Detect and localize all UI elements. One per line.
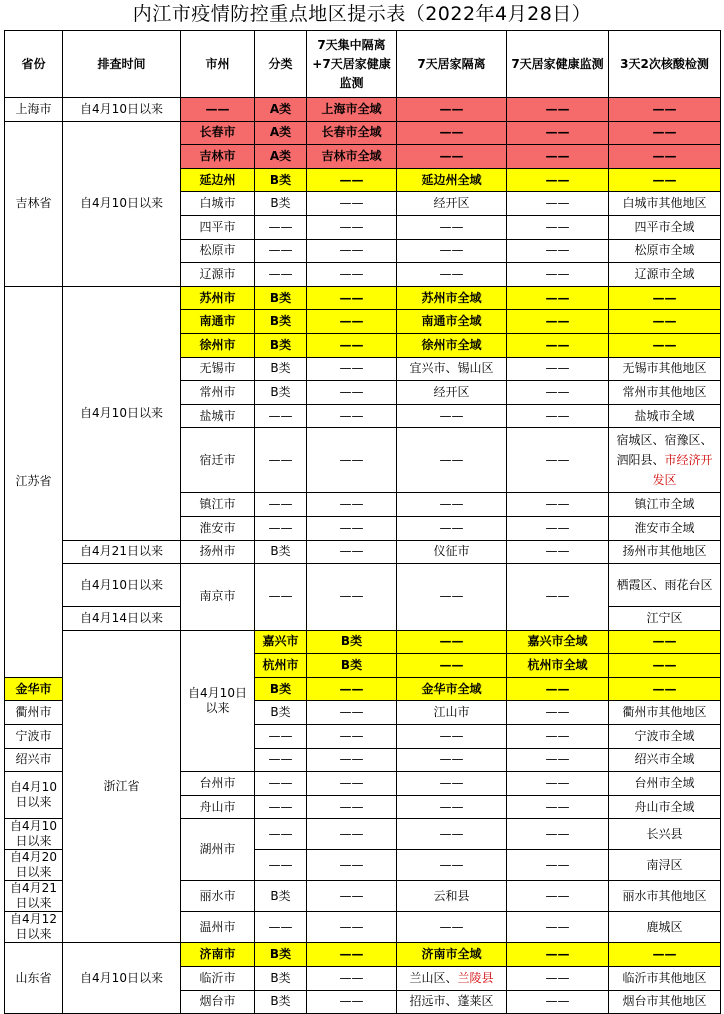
province-cell: 浙江省 — [63, 630, 181, 943]
centralized-cell: —— — [307, 850, 397, 881]
home-quarantine-cell: 经开区 — [397, 381, 507, 405]
nucleic-test-cell: 淮安市全域 — [609, 516, 721, 540]
centralized-cell: —— — [307, 310, 397, 334]
centralized-cell: —— — [307, 990, 397, 1014]
city-cell: 淮安市 — [181, 516, 255, 540]
nucleic-test-cell: 江宁区 — [609, 607, 721, 631]
health-monitor-cell: —— — [507, 263, 609, 287]
health-monitor-cell: —— — [507, 428, 609, 493]
nucleic-test-cell: 扬州市其他地区 — [609, 540, 721, 564]
header-centralized-quarantine: 7天集中隔离+7天居家健康监测 — [307, 31, 397, 98]
category-cell: —— — [255, 772, 307, 796]
table-row — [5, 540, 721, 564]
centralized-cell: —— — [307, 795, 397, 819]
category-cell: —— — [255, 493, 307, 517]
category-cell: —— — [255, 748, 307, 772]
category-cell: B类 — [255, 168, 307, 192]
nucleic-test-cell: 镇江市全域 — [609, 493, 721, 517]
nucleic-test-cell: —— — [609, 310, 721, 334]
health-monitor-cell: —— — [507, 333, 609, 357]
category-cell: B类 — [255, 881, 307, 912]
date-cell: 自4月14日以来 — [63, 607, 181, 631]
nucleic-test-cell: —— — [609, 121, 721, 145]
header-home-health-monitoring: 7天居家健康监测 — [507, 31, 609, 98]
centralized-cell: —— — [307, 881, 397, 912]
home-quarantine-cell: 宜兴市、锡山区 — [397, 357, 507, 381]
home-quarantine-cell: —— — [397, 239, 507, 263]
health-monitor-cell: —— — [507, 912, 609, 943]
key-areas-table — [4, 30, 721, 1014]
nucleic-test-cell: —— — [609, 145, 721, 169]
health-monitor-cell: —— — [507, 215, 609, 239]
city-cell: 宁波市 — [5, 725, 63, 749]
centralized-cell: —— — [307, 428, 397, 493]
home-quarantine-cell: —— — [397, 121, 507, 145]
health-monitor-cell: —— — [609, 654, 721, 678]
category-cell: A类 — [255, 145, 307, 169]
city-cell: 延边州 — [181, 168, 255, 192]
health-monitor-cell: —— — [507, 772, 609, 796]
header-city: 市州 — [181, 31, 255, 98]
nucleic-test-cell: —— — [609, 286, 721, 310]
health-monitor-cell: —— — [507, 357, 609, 381]
centralized-cell: —— — [307, 540, 397, 564]
city-cell: 绍兴市 — [5, 748, 63, 772]
health-monitor-cell: —— — [507, 943, 609, 967]
home-quarantine-cell: 江山市 — [397, 701, 507, 725]
nucleic-test-cell: 四平市全域 — [609, 215, 721, 239]
category-cell: B类 — [307, 630, 397, 654]
date-cell: 自4月10日以来 — [5, 772, 63, 819]
home-quarantine-cell: —— — [397, 404, 507, 428]
home-quarantine-cell: 徐州市全域 — [397, 333, 507, 357]
city-cell: 衢州市 — [5, 701, 63, 725]
nucleic-test-cell: 辽源市全域 — [609, 263, 721, 287]
nucleic-test-highlight: 市经济开发区 — [652, 453, 713, 488]
nucleic-test-cell: 无锡市其他地区 — [609, 357, 721, 381]
table-row — [5, 943, 721, 967]
health-monitor-cell: —— — [507, 725, 609, 749]
health-monitor-cell: —— — [507, 192, 609, 216]
province-cell: 上海市 — [5, 98, 63, 122]
city-cell: 宿迁市 — [181, 428, 255, 493]
nucleic-test-cell: 鹿城区 — [609, 912, 721, 943]
home-quarantine-cell: —— — [397, 850, 507, 881]
city-cell: 四平市 — [181, 215, 255, 239]
home-quarantine-cell: 招远市、蓬莱区 — [397, 990, 507, 1014]
home-quarantine-cell: 仪征市 — [397, 540, 507, 564]
home-quarantine-cell: —— — [397, 912, 507, 943]
home-quarantine-cell: —— — [397, 725, 507, 749]
health-monitor-cell: —— — [507, 121, 609, 145]
header-check-time: 排查时间 — [63, 31, 181, 98]
home-quarantine-cell: —— — [397, 145, 507, 169]
city-cell: 温州市 — [181, 912, 255, 943]
home-quarantine-text: 兰山区、 — [409, 970, 458, 985]
home-quarantine-cell: 嘉兴市全域 — [507, 630, 609, 654]
home-quarantine-cell: —— — [397, 819, 507, 850]
health-monitor-cell: —— — [507, 881, 609, 912]
home-quarantine-cell — [397, 967, 507, 991]
category-cell: B类 — [255, 381, 307, 405]
category-cell: —— — [255, 404, 307, 428]
nucleic-test-cell: 绍兴市全域 — [609, 748, 721, 772]
category-cell: —— — [255, 215, 307, 239]
city-cell: 杭州市 — [255, 654, 307, 678]
nucleic-test-cell: 盐城市全域 — [609, 404, 721, 428]
centralized-cell: —— — [307, 725, 397, 749]
category-cell: B类 — [255, 192, 307, 216]
page-title: 内江市疫情防控重点地区提示表（2022年4月28日） — [132, 3, 592, 25]
category-cell: A类 — [255, 121, 307, 145]
centralized-cell: —— — [307, 748, 397, 772]
home-quarantine-cell: 金华市全域 — [397, 677, 507, 701]
category-cell: —— — [255, 725, 307, 749]
health-monitor-cell: —— — [507, 239, 609, 263]
city-cell: 吉林市 — [181, 145, 255, 169]
centralized-cell: —— — [307, 286, 397, 310]
nucleic-test-cell: 舟山市全域 — [609, 795, 721, 819]
nucleic-test-cell: 台州市全域 — [609, 772, 721, 796]
centralized-cell: —— — [307, 967, 397, 991]
nucleic-test-cell: 衢州市其他地区 — [609, 701, 721, 725]
category-cell: B类 — [255, 943, 307, 967]
city-cell: 台州市 — [181, 772, 255, 796]
health-monitor-cell: —— — [507, 540, 609, 564]
home-quarantine-cell: 延边州全域 — [397, 168, 507, 192]
category-cell: B类 — [255, 357, 307, 381]
category-cell: —— — [255, 239, 307, 263]
date-cell: 自4月20日以来 — [5, 850, 63, 881]
health-monitor-cell: —— — [507, 145, 609, 169]
table-row — [5, 564, 721, 607]
centralized-cell: —— — [307, 772, 397, 796]
city-cell: 白城市 — [181, 192, 255, 216]
health-monitor-cell: —— — [507, 404, 609, 428]
centralized-cell: —— — [307, 215, 397, 239]
centralized-cell: —— — [307, 168, 397, 192]
table-row — [5, 121, 721, 145]
home-quarantine-cell: —— — [397, 263, 507, 287]
home-quarantine-cell: 苏州市全域 — [397, 286, 507, 310]
centralized-cell: —— — [397, 654, 507, 678]
date-cell: 自4月10日以来 — [63, 943, 181, 1014]
centralized-cell: —— — [307, 381, 397, 405]
health-monitor-cell: —— — [507, 795, 609, 819]
category-cell: —— — [255, 428, 307, 493]
category-cell: B类 — [255, 701, 307, 725]
home-quarantine-cell: 杭州市全域 — [507, 654, 609, 678]
nucleic-test-cell: 烟台市其他地区 — [609, 990, 721, 1014]
city-cell: 舟山市 — [181, 795, 255, 819]
city-cell: 徐州市 — [181, 333, 255, 357]
date-cell: 自4月10日以来 — [63, 121, 181, 286]
category-cell: B类 — [255, 333, 307, 357]
table-row — [5, 98, 721, 122]
nucleic-test-cell: 南浔区 — [609, 850, 721, 881]
home-quarantine-cell: —— — [397, 564, 507, 631]
nucleic-test-cell: —— — [609, 943, 721, 967]
home-quarantine-cell: 济南市全域 — [397, 943, 507, 967]
centralized-cell: —— — [307, 357, 397, 381]
category-cell: B类 — [307, 654, 397, 678]
city-cell: 南通市 — [181, 310, 255, 334]
centralized-cell: —— — [307, 701, 397, 725]
centralized-cell: 吉林市全域 — [307, 145, 397, 169]
health-monitor-cell: —— — [507, 967, 609, 991]
health-monitor-cell: —— — [507, 677, 609, 701]
health-monitor-cell: —— — [507, 748, 609, 772]
city-cell: —— — [181, 98, 255, 122]
centralized-cell: —— — [307, 333, 397, 357]
category-cell: B类 — [255, 310, 307, 334]
date-cell: 自4月21日以来 — [5, 881, 63, 912]
city-cell: 扬州市 — [181, 540, 255, 564]
nucleic-test-cell: —— — [609, 98, 721, 122]
category-cell: —— — [255, 912, 307, 943]
centralized-cell: —— — [307, 239, 397, 263]
centralized-cell: —— — [307, 192, 397, 216]
category-cell: —— — [255, 263, 307, 287]
home-quarantine-cell: —— — [397, 772, 507, 796]
city-cell: 济南市 — [181, 943, 255, 967]
category-cell: B类 — [255, 967, 307, 991]
health-monitor-cell: —— — [507, 564, 609, 631]
province-cell: 江苏省 — [5, 286, 63, 677]
category-cell: B类 — [255, 540, 307, 564]
nucleic-test-cell: 长兴县 — [609, 819, 721, 850]
category-cell: —— — [255, 564, 307, 631]
health-monitor-cell: —— — [507, 819, 609, 850]
health-monitor-cell: —— — [507, 98, 609, 122]
nucleic-test-cell: 丽水市其他地区 — [609, 881, 721, 912]
nucleic-test-text: 宿城区、宿豫区、泗阳县、 — [616, 433, 713, 468]
home-quarantine-cell: —— — [397, 516, 507, 540]
city-cell: 湖州市 — [181, 819, 255, 881]
centralized-cell: 长春市全域 — [307, 121, 397, 145]
centralized-cell: —— — [307, 912, 397, 943]
health-monitor-cell: —— — [507, 310, 609, 334]
nucleic-test-cell: —— — [609, 168, 721, 192]
centralized-cell: —— — [307, 516, 397, 540]
city-cell: 南京市 — [181, 564, 255, 631]
date-cell: 自4月10日以来 — [63, 286, 181, 540]
health-monitor-cell: —— — [507, 286, 609, 310]
date-cell: 自4月10日以来 — [181, 630, 255, 772]
health-monitor-cell: —— — [507, 493, 609, 517]
home-quarantine-cell: —— — [397, 215, 507, 239]
nucleic-test-cell: 松原市全域 — [609, 239, 721, 263]
nucleic-test-cell — [609, 428, 721, 493]
city-cell: 苏州市 — [181, 286, 255, 310]
category-cell: A类 — [255, 98, 307, 122]
header-home-quarantine: 7天居家隔离 — [397, 31, 507, 98]
nucleic-test-cell: 临沂市其他地区 — [609, 967, 721, 991]
centralized-cell: —— — [397, 630, 507, 654]
table-row — [5, 286, 721, 310]
city-cell: 嘉兴市 — [255, 630, 307, 654]
category-cell: —— — [255, 516, 307, 540]
home-quarantine-cell: —— — [397, 98, 507, 122]
home-quarantine-cell: 云和县 — [397, 881, 507, 912]
centralized-cell: —— — [307, 819, 397, 850]
nucleic-test-cell: 栖霞区、雨花台区 — [609, 564, 721, 607]
city-cell: 镇江市 — [181, 493, 255, 517]
header-province: 省份 — [5, 31, 63, 98]
health-monitor-cell: —— — [507, 381, 609, 405]
city-cell: 烟台市 — [181, 990, 255, 1014]
province-cell: 山东省 — [5, 943, 63, 1014]
category-cell: —— — [255, 819, 307, 850]
centralized-cell: —— — [307, 564, 397, 631]
centralized-cell: 上海市全域 — [307, 98, 397, 122]
date-cell: 自4月12日以来 — [5, 912, 63, 943]
nucleic-test-cell: 常州市其他地区 — [609, 381, 721, 405]
city-cell: 常州市 — [181, 381, 255, 405]
province-cell: 吉林省 — [5, 121, 63, 286]
nucleic-test-cell: —— — [609, 333, 721, 357]
city-cell: 松原市 — [181, 239, 255, 263]
home-quarantine-cell: 经开区 — [397, 192, 507, 216]
city-cell: 盐城市 — [181, 404, 255, 428]
city-cell: 辽源市 — [181, 263, 255, 287]
category-cell: B类 — [255, 990, 307, 1014]
centralized-cell: —— — [307, 404, 397, 428]
date-cell: 自4月10日以来 — [63, 98, 181, 122]
health-monitor-cell: —— — [507, 516, 609, 540]
home-quarantine-cell: —— — [397, 748, 507, 772]
header-nucleic-acid-test: 3天2次核酸检测 — [609, 31, 721, 98]
centralized-cell: —— — [307, 493, 397, 517]
nucleic-test-cell: —— — [609, 677, 721, 701]
health-monitor-cell: —— — [609, 630, 721, 654]
table-row — [5, 630, 721, 654]
health-monitor-cell: —— — [507, 701, 609, 725]
date-cell: 自4月10日以来 — [63, 564, 181, 607]
city-cell: 丽水市 — [181, 881, 255, 912]
category-cell: B类 — [255, 286, 307, 310]
home-quarantine-highlight: 兰陵县 — [457, 970, 494, 985]
home-quarantine-cell: —— — [397, 428, 507, 493]
centralized-cell: —— — [307, 943, 397, 967]
centralized-cell: —— — [307, 263, 397, 287]
header-row — [5, 31, 721, 98]
city-cell: 临沂市 — [181, 967, 255, 991]
city-cell: 金华市 — [5, 677, 63, 701]
home-quarantine-cell: —— — [397, 795, 507, 819]
nucleic-test-cell: 白城市其他地区 — [609, 192, 721, 216]
health-monitor-cell: —— — [507, 168, 609, 192]
home-quarantine-cell: —— — [397, 493, 507, 517]
home-quarantine-cell: 南通市全域 — [397, 310, 507, 334]
category-cell: B类 — [255, 677, 307, 701]
date-cell: 自4月21日以来 — [63, 540, 181, 564]
category-cell: —— — [255, 850, 307, 881]
health-monitor-cell: —— — [507, 990, 609, 1014]
health-monitor-cell: —— — [507, 850, 609, 881]
header-category: 分类 — [255, 31, 307, 98]
city-cell: 长春市 — [181, 121, 255, 145]
nucleic-test-cell: 宁波市全域 — [609, 725, 721, 749]
category-cell: —— — [255, 795, 307, 819]
city-cell: 无锡市 — [181, 357, 255, 381]
centralized-cell: —— — [307, 677, 397, 701]
date-cell: 自4月10日以来 — [5, 819, 63, 850]
